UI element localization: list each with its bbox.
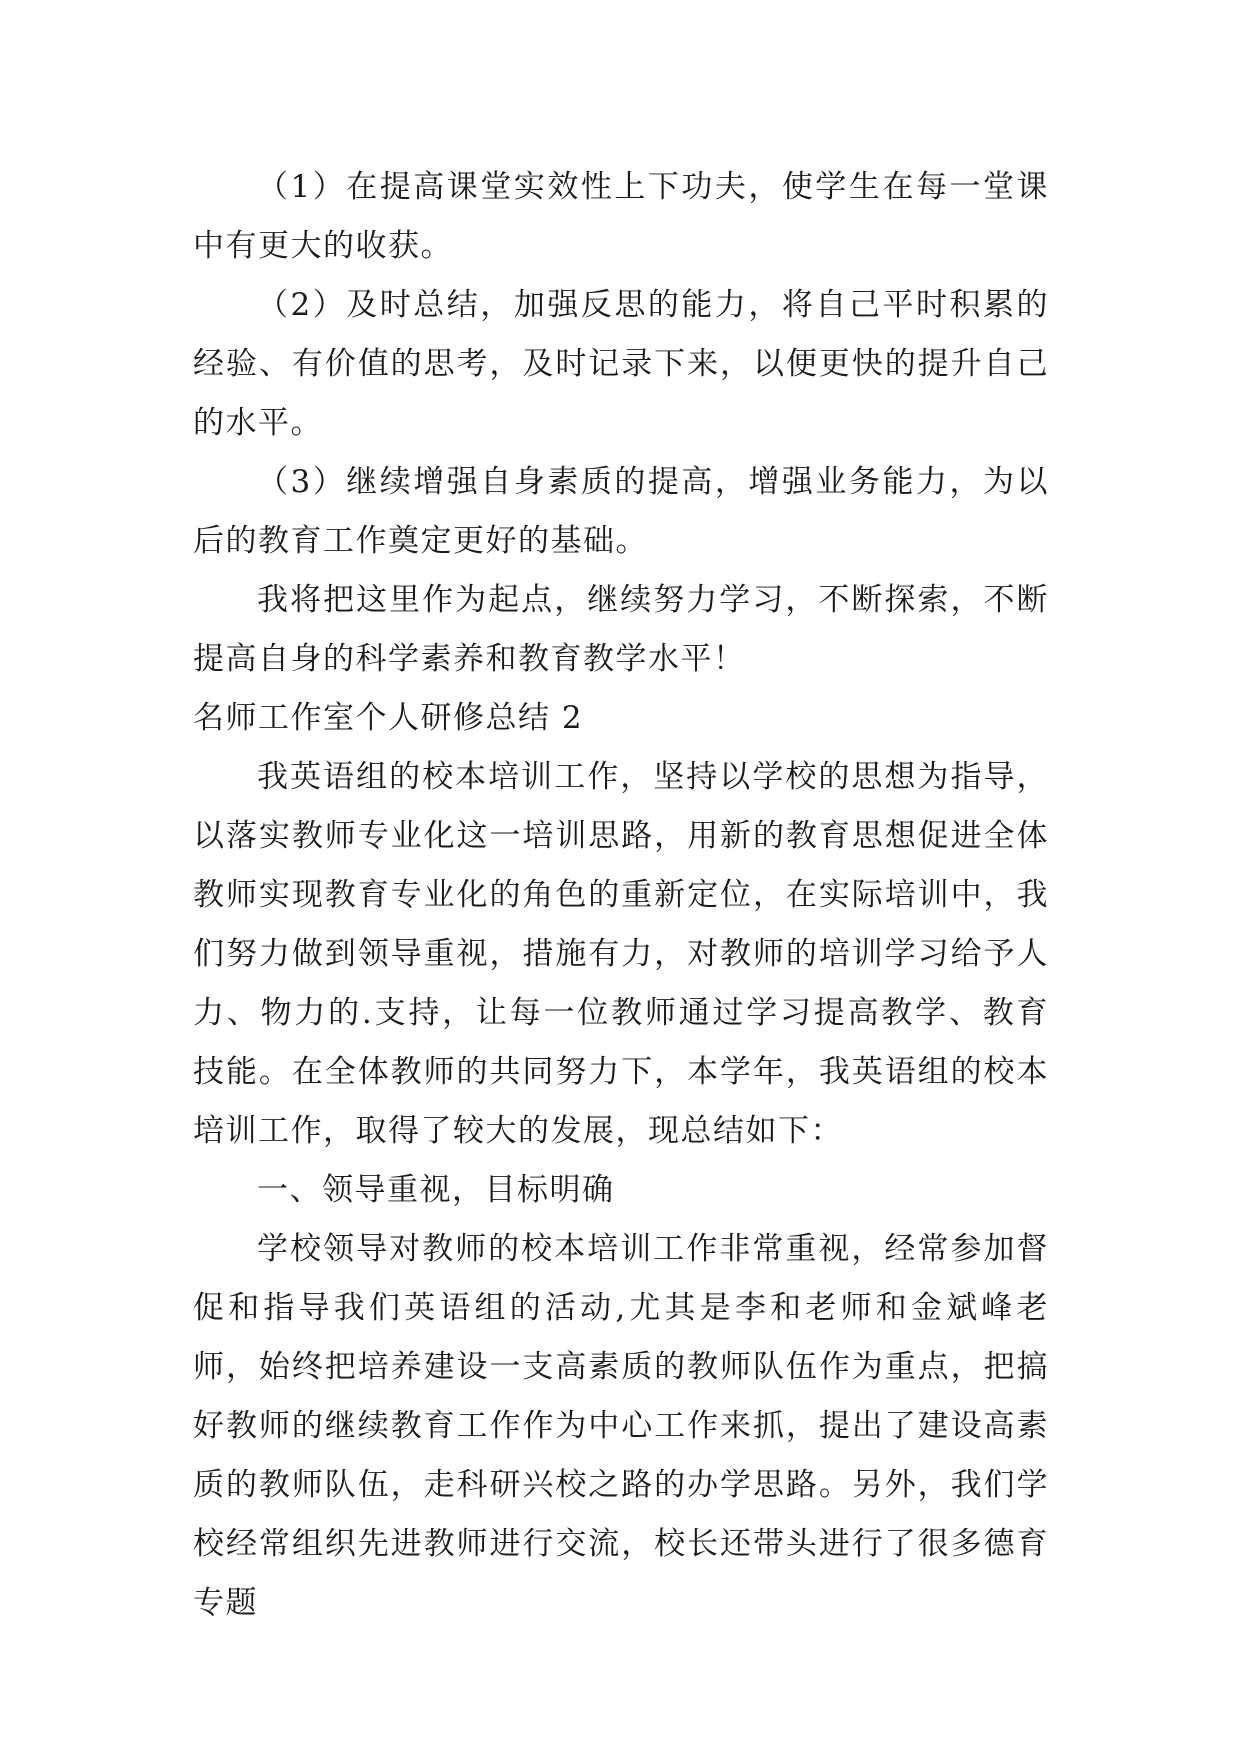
subheading-1: 一、领导重视，目标明确 <box>257 1172 615 1208</box>
section-title: 名师工作室个人研修总结 2 <box>193 700 584 736</box>
paragraph-conclusion: 我将把这里作为起点，继续努力学习，不断探索，不断提高自身的科学素养和教育教学水平！ <box>193 582 1049 677</box>
paragraph-item-1: （1）在提高课堂实效性上下功夫，使学生在每一堂课中有更大的收获。 <box>193 169 1049 264</box>
paragraph-leadership: 学校领导对教师的校本培训工作非常重视，经常参加督促和指导我们英语组的活动,尤其是李和老师和金斌峰老师，始终把培养建设一支高素质的教师队伍作为重点，把搞好教师的继续教育工作作为中心工作来抓，提出了建设高素质的教师队伍，走科研兴校之路的办学思路。另外，我们学校经常组织先进教师进行交流，校长还带头进行了很多德育专题 <box>193 1231 1049 1621</box>
paragraph-item-2: （2）及时总结，加强反思的能力，将自己平时积累的经验、有价值的思考，及时记录下来，以便更快的提升自己的水平。 <box>193 287 1049 441</box>
paragraph-intro: 我英语组的校本培训工作，坚持以学校的思想为指导，以落实教师专业化这一培训思路，用新的教育思想促进全体教师实现教育专业化的角色的重新定位，在实际培训中，我们努力做到领导重视，措施有力，对教师的培训学习给予人力、物力的.支持，让每一位教师通过学习提高教学、教育技能。在全体教师的共同努力下，本学年，我英语组的校本培训工作，取得了较大的发展，现总结如下： <box>193 759 1049 1149</box>
document-body <box>193 158 1049 1633</box>
paragraph-item-3: （3）继续增强自身素质的提高，增强业务能力，为以后的教育工作奠定更好的基础。 <box>193 464 1049 559</box>
